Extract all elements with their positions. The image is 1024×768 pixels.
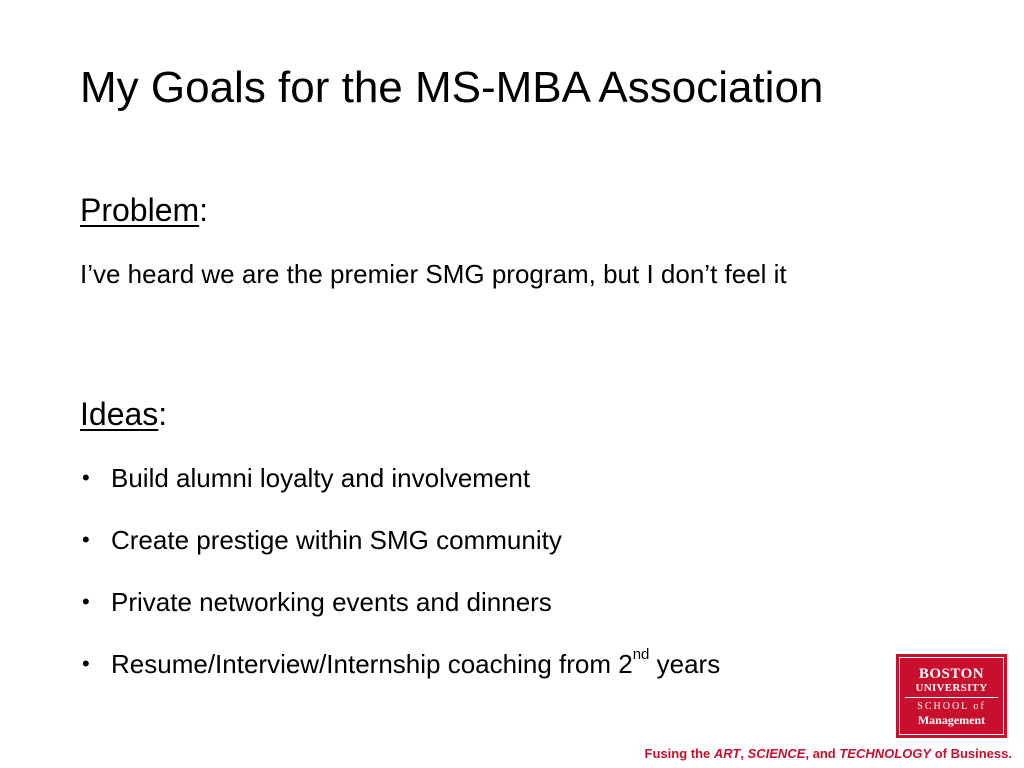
idea-text: Private networking events and dinners <box>111 587 552 617</box>
bullet-icon: • <box>82 465 90 490</box>
idea-text: Build alumni loyalty and involvement <box>111 463 531 493</box>
problem-heading-label: Problem <box>80 192 200 228</box>
slide-title: My Goals for the MS-MBA Association <box>80 63 824 112</box>
problem-heading <box>80 191 208 229</box>
list-item <box>80 522 720 584</box>
bullet-icon: • <box>82 651 90 676</box>
logo-frame <box>899 657 1004 735</box>
idea-text-after: years <box>649 649 721 679</box>
tagline-part: , <box>740 746 748 761</box>
list-item <box>80 460 720 522</box>
logo-line-boston: BOSTON <box>918 665 985 682</box>
problem-heading-colon: : <box>199 192 209 228</box>
footer-tagline <box>645 746 1012 762</box>
idea-text <box>111 646 720 682</box>
idea-text-main: Resume/Interview/Internship coaching from 2 <box>111 649 633 679</box>
tagline-part: of Business. <box>931 746 1012 761</box>
ideas-heading <box>80 395 167 433</box>
tagline-science: SCIENCE <box>747 746 806 761</box>
ideas-heading-label: Ideas <box>80 396 159 432</box>
bullet-icon: • <box>82 589 90 614</box>
tagline-part: , and <box>805 746 840 761</box>
tagline-art: ART <box>713 746 741 761</box>
tagline-technology: TECHNOLOGY <box>839 746 932 761</box>
list-item <box>80 646 720 708</box>
problem-statement: I’ve heard we are the premier SMG program, but I don’t feel it <box>80 259 787 289</box>
university-logo <box>896 654 1007 738</box>
idea-text: Create prestige within SMG community <box>111 525 562 555</box>
logo-line-management: Management <box>917 712 986 727</box>
logo-divider <box>905 697 998 698</box>
logo-line-university: UNIVERSITY <box>915 681 988 694</box>
tagline-part: Fusing the <box>644 746 714 761</box>
ideas-list <box>80 460 720 708</box>
logo-line-school: SCHOOL of <box>917 700 986 712</box>
bullet-icon: • <box>82 527 90 552</box>
list-item <box>80 584 720 646</box>
ordinal-superscript: nd <box>632 646 650 664</box>
ideas-heading-colon: : <box>158 396 168 432</box>
